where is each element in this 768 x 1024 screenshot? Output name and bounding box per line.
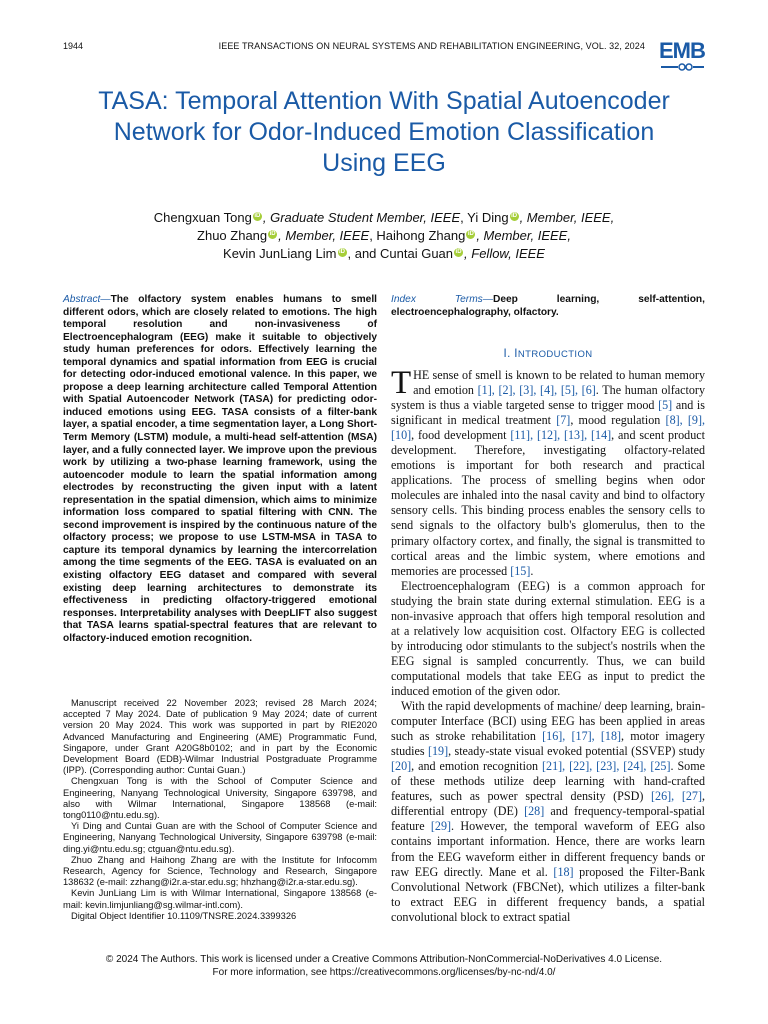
citation-link[interactable]: [1], [2], [3], [4], [5], [6] <box>477 383 596 398</box>
author-name: , Yi Ding <box>460 210 509 225</box>
section-title-initial: I <box>514 348 518 360</box>
manuscript-note: Manuscript received 22 November 2023; revised 28 March 2024; accepted 7 May 2024. Date of publication 9 May 2024; date of current version 20 May 2024. This work was supported in part by RIE2020 Advanced Manufacturing and Engineering (AME) Programmatic Fund, Singapore, under Grant A20G8b0102; and in part by the Economic Development Board (EDB)-Wilmar Industrial Postgraduate Programme (IPP). (Corresponding author: Cuntai Guan.) <box>63 698 377 776</box>
abstract-text: The olfactory system enables humans to smell different odors, which are closely related to emotions. The high temporal resolution and non-invasiveness of Electroencephalogram (EEG) make it suitable to objectively study human preferences for odors. Effectively learning the temporal dynamics and spatial information from EEG is crucial for detecting odor-induced emotional valence. In this paper, we propose a deep learning architecture called Temporal Attention with Spatial Autoencoder Network (TASA) for predicting odor-induced emotions using EEG. TASA consists of a filter-bank layer, a spatial encoder, a time segmentation layer, a Long Short-Term Memory (LSTM) module, a multi-head self-attention (MSA) layer, and a fully connected layer. We improve upon the previous work by utilizing a two-phase learning framework, using the autoencoder module to learn the spatial information among electrodes by reconstructing the given input with a latent representation in the spatial dimension, which aims to minimize information loss compared to spatial filtering with CNN. The second improvement is inspired by the continuous nature of the olfactory process; we propose to use LSTM-MSA in TASA to capture its temporal dynamics by learning the intercorrelation among the time segments of the EEG. TASA is evaluated on an existing olfactory EEG dataset and compared with several existing deep learning architectures to demonstrate its effectiveness in predicting olfactory-triggered emotional responses. Interpretability analyses with DeepLIFT also suggest that TASA learns spatial-spectral features that are relevant to olfactory-induced emotion recognition. <box>63 294 377 644</box>
text-run: With the rapid developments of machine/ deep learning, brain-computer Interface (BCI) using EEG has been applied in areas such as stroke rehabilitation <box>391 699 705 744</box>
text-run: . The human olfactory system is thus a viable targeted sense to trigger mood <box>391 383 705 413</box>
orcid-icon[interactable]: iD <box>455 248 462 255</box>
journal-header: IEEE TRANSACTIONS ON NEURAL SYSTEMS AND REHABILITATION ENGINEERING, VOL. 32, 2024 <box>218 41 645 51</box>
citation-link[interactable]: [5] <box>658 398 673 413</box>
author-role: , Fellow, IEEE <box>464 246 545 261</box>
manuscript-note: Yi Ding and Cuntai Guan are with the School of Computer Science and Engineering, Nanyang Technological University, Singapore 639798 (e-mail: ding.yi@ntu.edu.sg; ctguan@ntu.edu.sg). <box>63 821 377 854</box>
orcid-icon[interactable]: iD <box>467 230 474 237</box>
text-run: , and emotion recognition <box>411 759 543 774</box>
manuscript-note: Kevin JunLiang Lim is with Wilmar International, Singapore 138568 (e-mail: kevin.limjunliang@sg.wilmar-intl.com). <box>63 888 377 910</box>
author-name: , and Cuntai Guan <box>347 246 454 261</box>
text-run: , differential entropy (DE) <box>391 789 706 819</box>
author-role: , Member, IEEE, <box>476 228 571 243</box>
drop-cap: T <box>391 365 412 401</box>
orcid-icon[interactable]: iD <box>339 248 345 255</box>
section-title-rest: NTRODUCTION <box>517 349 593 360</box>
text-run: , and scent product development. Therefore, investigating olfactory-related emotions is important for both research and practical applications. The process of smelling begins when odor molecules are inhaled into the nasal cavity and bind to olfactory sensory cells. This binding process enables the sensory cells to send signals to the olfactory bulb's glomerulus, then to the primary olfactory cortex, and finally, the signal is transmitted to cortical areas and the limbic system, where emotions and memories are processed <box>391 428 705 578</box>
orcid-icon[interactable]: iD <box>511 212 518 219</box>
author-list <box>90 209 678 263</box>
manuscript-notes <box>63 698 377 922</box>
citation-link[interactable]: [29] <box>430 819 452 834</box>
doi-line: Digital Object Identifier 10.1109/TNSRE.2024.3399326 <box>71 910 297 921</box>
section-numeral: I. <box>503 348 515 360</box>
citation-link[interactable]: [8], [9], [10] <box>391 413 705 443</box>
index-terms-text: Deep learning, self-attention, electroencephalography, olfactory. <box>391 294 705 318</box>
citation-link[interactable]: [15] <box>510 563 531 578</box>
citation-link[interactable]: [28] <box>524 804 545 819</box>
paragraph: Electroencephalogram (EEG) is a common approach for studying the brain state during external stimulation. EEG is a non-invasive approach that offers high temporal resolution and at a relatively low acquisition cost. Olfactory EEG is collected by introducing odor stimulants to the subject's nostrils when the EEG signal is sampled concurrently. Thus, we can build computational models that take EEG as input to predict the induced emotion of the given odor. <box>391 578 705 698</box>
emb-logo <box>658 34 708 76</box>
author-name: Chengxuan Tong <box>153 210 252 225</box>
citation-link[interactable]: [11], [12], [13], [14] <box>510 428 612 443</box>
index-terms <box>391 294 705 319</box>
orcid-icon[interactable]: iD <box>269 230 276 237</box>
abstract <box>63 294 377 645</box>
text-run: , mood regulation <box>570 413 666 428</box>
text-run: HE sense of smell is known to be related to human memory and emotion <box>413 368 705 398</box>
citation-link[interactable]: [20] <box>391 759 412 774</box>
paper-title: TASA: Temporal Attention With Spatial Autoencoder Network for Odor-Induced Emotion Classification Using EEG <box>98 87 670 177</box>
text-run: . Some of these methods utilize deep learning with hand-crafted features, such as power spectral density (PSD) <box>391 759 705 804</box>
text-run: proposed the Filter-Bank Convolutional Network (FBCNet), which utilizes a filter-bank to extract EEG in different frequency bands, a spatial convolutional block to extract spatial <box>391 864 705 924</box>
logo-text: EMB <box>659 38 705 63</box>
citation-link[interactable]: [7] <box>556 413 571 428</box>
author-name: , Haihong Zhang <box>369 228 466 243</box>
text-run: and is significant in medical treatment <box>391 398 705 428</box>
manuscript-note: Zhuo Zhang and Haihong Zhang are with the Institute for Infocomm Research, Agency for Science, Technology and Research, Singapore 138632 (e-mail: zzhang@i2r.a-star.edu.sg; hhzhang@i2r.a-star.edu.sg). <box>63 854 377 888</box>
citation-link[interactable]: [18] <box>553 864 574 879</box>
author-name: Zhuo Zhang <box>197 228 268 243</box>
text-run: . However, the temporal waveform of EEG also contains important information. Hence, there are works learn from the EEG waveform either in different frequency bands or raw EEG directly. Mane et al. <box>391 819 705 879</box>
text-run: , food development <box>411 428 511 443</box>
paragraph <box>391 365 705 579</box>
author-role: , Member, IEEE <box>278 228 370 243</box>
page-number: 1944 <box>63 41 84 51</box>
citation-link[interactable]: [16], [17], [18] <box>542 729 622 744</box>
citation-link[interactable]: [21], [22], [23], [24], [25] <box>542 759 671 774</box>
body-text <box>391 365 706 925</box>
author-role: , Graduate Student Member, IEEE <box>262 210 461 225</box>
text-run: and frequency-temporal-spatial feature <box>391 804 705 834</box>
paragraph <box>391 699 705 925</box>
abstract-label: Abstract— <box>63 294 111 305</box>
text-run: , motor imagery studies <box>391 729 705 759</box>
section-heading <box>391 348 705 360</box>
index-terms-label: Index Terms— <box>391 294 493 305</box>
citation-link[interactable]: [26], [27] <box>651 789 702 804</box>
text-run: . <box>530 563 534 578</box>
text-run: , steady-state visual evoked potential (SSVEP) study <box>448 744 706 759</box>
license-url-line[interactable]: For more information, see https://creativecommons.org/licenses/by-nc-nd/4.0/ <box>212 967 556 978</box>
manuscript-note: Chengxuan Tong is with the School of Computer Science and Engineering, Nanyang Technological University, Singapore 639798, and also with Wilmar International, Singapore 138568 (e-mail: tong0110@ntu.edu.sg). <box>63 776 377 821</box>
author-role: , Member, IEEE, <box>519 210 615 225</box>
license-line: © 2024 The Authors. This work is licensed under a Creative Commons Attribution-NonCommercial-NoDerivatives 4.0 License. <box>105 954 663 965</box>
author-name: Kevin JunLiang Lim <box>223 246 337 261</box>
orcid-icon[interactable]: iD <box>254 212 261 219</box>
license-footer <box>63 953 705 979</box>
citation-link[interactable]: [19] <box>427 744 449 759</box>
